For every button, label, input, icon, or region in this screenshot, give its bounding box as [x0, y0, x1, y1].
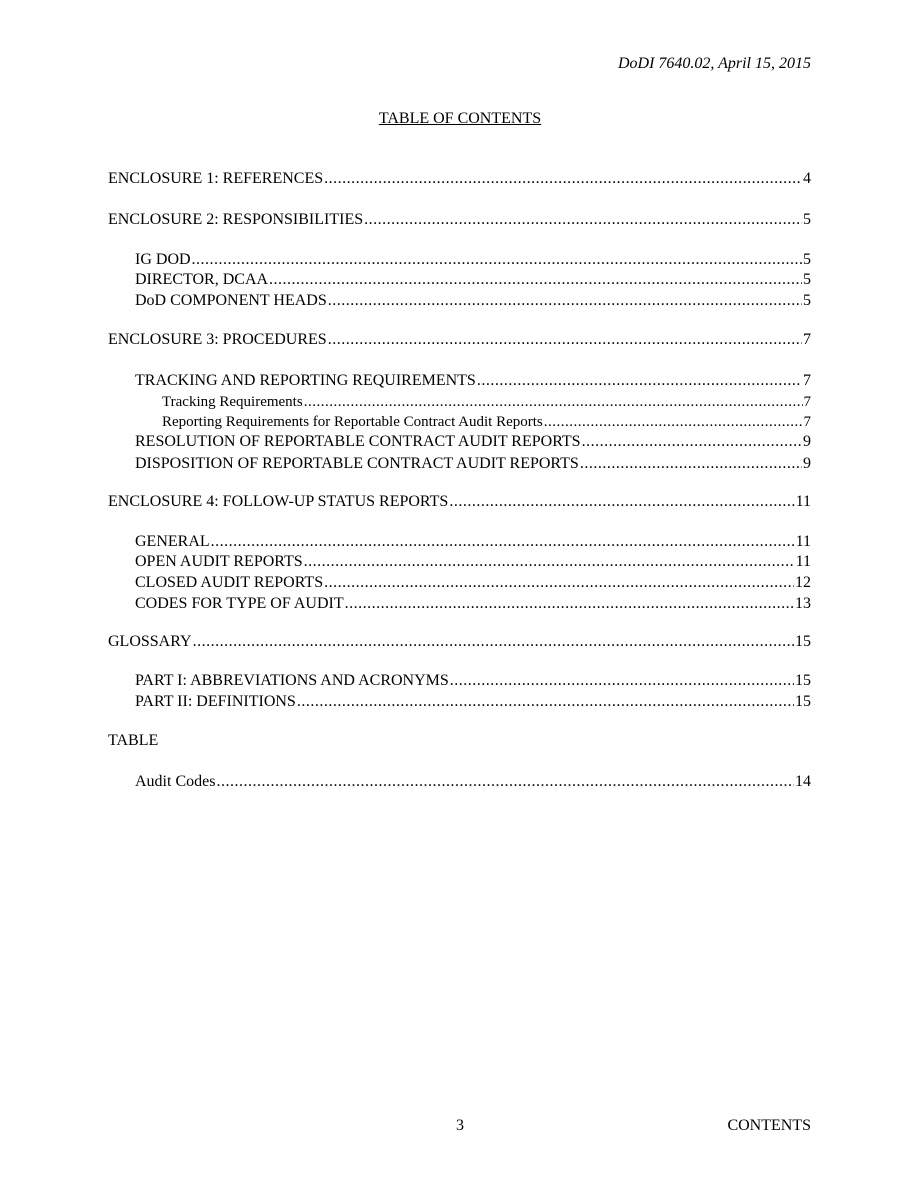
toc-entry-label: GENERAL	[135, 533, 210, 550]
toc-entry-label: PART II: DEFINITIONS	[135, 693, 296, 710]
toc-entry-page: 7	[803, 331, 811, 348]
toc-entry-label: DoD COMPONENT HEADS	[135, 292, 327, 309]
page-number: 3	[456, 1117, 464, 1134]
toc-entry-closed-audit-reports[interactable]	[135, 573, 811, 593]
toc-entry-page: 11	[795, 553, 811, 570]
toc-entry-page: 15	[795, 693, 811, 710]
toc-entry-abbreviations[interactable]	[135, 671, 811, 691]
toc-entry-page: 15	[795, 672, 811, 689]
toc-entry-definitions[interactable]	[135, 692, 811, 712]
dot-leader	[192, 250, 802, 270]
toc-entry-audit-codes[interactable]	[135, 772, 811, 792]
toc-entry-label: Audit Codes	[135, 773, 216, 790]
toc-entry-enclosure-1[interactable]	[108, 169, 811, 189]
toc-entry-page: 9	[803, 433, 811, 450]
toc-entry-page: 14	[795, 773, 811, 790]
toc-entry-label: IG DOD	[135, 251, 191, 268]
toc-entry-page: 5	[803, 292, 811, 309]
toc-entry-enclosure-4[interactable]	[108, 492, 811, 512]
dot-leader	[580, 454, 802, 474]
toc-entry-label: TRACKING AND REPORTING REQUIREMENTS	[135, 372, 476, 389]
dot-leader	[304, 552, 795, 572]
dot-leader	[269, 270, 802, 290]
toc-entry-label: DISPOSITION OF REPORTABLE CONTRACT AUDIT REPORTS	[135, 455, 579, 472]
toc-entry-codes-type-audit[interactable]	[135, 594, 811, 614]
toc-entry-label: OPEN AUDIT REPORTS	[135, 553, 303, 570]
dot-leader	[211, 532, 795, 552]
toc-entry-general[interactable]	[135, 532, 811, 552]
dot-leader	[364, 210, 802, 230]
toc-entry-label: CODES FOR TYPE OF AUDIT	[135, 595, 344, 612]
toc-entry-page: 12	[795, 574, 811, 591]
dot-leader	[193, 632, 794, 652]
toc-entry-reporting-requirements[interactable]	[162, 412, 811, 432]
dot-leader	[216, 772, 794, 792]
toc-entry-page: 11	[795, 493, 811, 510]
toc-entry-label: ENCLOSURE 2: RESPONSIBILITIES	[108, 211, 364, 228]
toc-entry-disposition[interactable]	[135, 454, 811, 474]
toc-entry-enclosure-2[interactable]	[108, 210, 811, 230]
toc-entry-page: 7	[803, 414, 811, 430]
footer-section-label: CONTENTS	[727, 1117, 811, 1134]
dot-leader	[450, 671, 794, 691]
toc-entry-page: 7	[803, 394, 811, 410]
dot-leader	[304, 392, 803, 412]
toc-entry-label: PART I: ABBREVIATIONS AND ACRONYMS	[135, 672, 449, 689]
toc-entry-page: 5	[803, 211, 811, 228]
toc-entry-page: 5	[803, 251, 811, 268]
toc-entry-ig-dod[interactable]	[135, 250, 811, 270]
toc-entry-label: ENCLOSURE 3: PROCEDURES	[108, 331, 327, 348]
toc-title: TABLE OF CONTENTS	[378, 110, 542, 127]
toc-entry-label: Tracking Requirements	[162, 394, 303, 410]
dot-leader	[324, 169, 802, 189]
toc-entry-label: RESOLUTION OF REPORTABLE CONTRACT AUDIT REPORTS	[135, 433, 581, 450]
toc-entry-label: CLOSED AUDIT REPORTS	[135, 574, 324, 591]
toc-entry-page: 7	[803, 372, 811, 389]
toc-entry-label: Reporting Requirements for Reportable Contract Audit Reports	[162, 414, 543, 430]
toc-entry-resolution[interactable]	[135, 432, 811, 452]
dot-leader	[328, 330, 802, 350]
dot-leader	[582, 432, 802, 452]
dot-leader	[449, 492, 794, 512]
toc-entry-page: 9	[803, 455, 811, 472]
dot-leader	[328, 291, 802, 311]
dot-leader	[477, 371, 802, 391]
toc-entry-glossary[interactable]	[108, 632, 811, 652]
toc-entry-dod-component-heads[interactable]	[135, 291, 811, 311]
document-reference: DoDI 7640.02, April 15, 2015	[617, 55, 811, 72]
toc-entry-page: 11	[795, 533, 811, 550]
toc-entry-page: 5	[803, 271, 811, 288]
toc-entry-tracking-requirements[interactable]	[162, 392, 811, 412]
dot-leader	[324, 573, 794, 593]
toc-entry-label: ENCLOSURE 1: REFERENCES	[108, 170, 324, 187]
dot-leader	[297, 692, 794, 712]
toc-entry-label: DIRECTOR, DCAA	[135, 271, 269, 288]
toc-entry-enclosure-3[interactable]	[108, 330, 811, 350]
toc-entry-page: 4	[803, 170, 811, 187]
dot-leader	[345, 594, 794, 614]
dot-leader	[544, 412, 803, 432]
toc-entry-open-audit-reports[interactable]	[135, 552, 811, 572]
table-heading: TABLE	[108, 732, 159, 749]
toc-entry-label: ENCLOSURE 4: FOLLOW-UP STATUS REPORTS	[108, 493, 449, 510]
toc-entry-page: 15	[795, 633, 811, 650]
toc-entry-tracking-reporting[interactable]	[135, 371, 811, 391]
toc-entry-director-dcaa[interactable]	[135, 270, 811, 290]
toc-entry-label: GLOSSARY	[108, 633, 192, 650]
toc-entry-page: 13	[795, 595, 811, 612]
